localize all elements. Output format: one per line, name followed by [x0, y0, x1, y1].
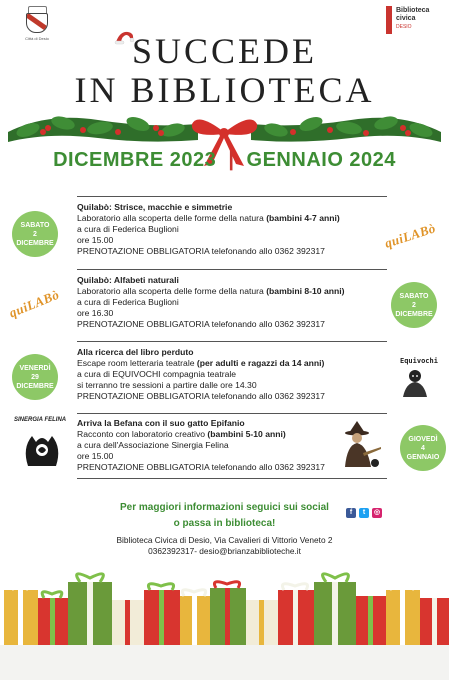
event-title: Quilabò: Alfabeti naturali — [77, 275, 179, 285]
theatre-figure-icon — [398, 367, 432, 397]
event-2 — [77, 275, 397, 330]
event-organizer: a cura di Federica Buglioni — [77, 224, 179, 234]
quilabo-logo: quiLABò — [6, 286, 62, 321]
event-3-date-badge — [12, 354, 58, 400]
date-range — [0, 149, 449, 172]
facebook-icon[interactable]: f — [346, 508, 356, 518]
social-icons — [346, 501, 385, 519]
event-age: (bambini 4-7 anni) — [266, 213, 340, 223]
event-age: (bambini 5-10 anni) — [207, 429, 286, 439]
event-desc-text: Escape room letteraria teatrale — [77, 358, 197, 368]
event-time: ore 15.00 — [77, 235, 114, 245]
event-organizer: a cura dell'Associazione Sinergia Felina — [77, 440, 229, 450]
badge-date: 4 — [421, 444, 425, 452]
divider — [77, 341, 387, 342]
title-line-1: SUCCEDE — [131, 31, 318, 71]
equivochi-logo: Equivochi — [400, 357, 438, 365]
divider — [77, 196, 387, 197]
divider — [77, 269, 387, 270]
info-line-2: o passa in biblioteca! — [173, 518, 276, 529]
event-time: ore 16.30 — [77, 308, 114, 318]
event-booking: PRENOTAZIONE OBBLIGATORIA telefonando allo 0362 392317 — [77, 319, 325, 329]
library-contacts[interactable]: 0362392317- desio@brianzabiblioteche.it — [148, 546, 301, 556]
date-separator: | — [228, 149, 235, 171]
badge-date: 2 — [412, 301, 416, 309]
quilabo-logo: quiLABò — [382, 220, 438, 251]
event-title: Arriva la Befana con il suo gatto Epifanio — [77, 418, 245, 428]
badge-month: DICEMBRE — [16, 239, 54, 247]
event-1 — [77, 202, 397, 257]
event-time: ore 15.00 — [77, 451, 114, 461]
event-4-date-badge — [400, 425, 446, 471]
event-desc-text: Racconto con laboratorio creativo — [77, 429, 208, 439]
event-desc-text: Laboratorio alla scoperta delle forme della natura — [77, 286, 267, 296]
twitter-icon[interactable]: t — [359, 508, 369, 518]
gift-boxes-decoration — [0, 560, 449, 645]
logo-line-1: Biblioteca — [396, 7, 430, 14]
event-title: Alla ricerca del libro perduto — [77, 347, 194, 357]
event-2-date-badge — [391, 282, 437, 328]
divider — [77, 478, 387, 479]
event-description — [77, 213, 397, 224]
shield-icon — [26, 13, 48, 33]
library-address: Biblioteca Civica di Desio, Via Cavalieri di Vittorio Veneto 2 — [116, 535, 333, 545]
event-3 — [77, 347, 397, 402]
event-booking: PRENOTAZIONE OBBLIGATORIA telefonando allo 0362 392317 — [77, 246, 325, 256]
badge-day: VENERDÌ — [19, 364, 51, 372]
event-booking: PRENOTAZIONE OBBLIGATORIA telefonando allo 0362 392317 — [77, 391, 325, 401]
logo-bar-icon — [386, 6, 392, 34]
badge-day: SABATO — [20, 221, 50, 229]
event-organizer: a cura di Federica Buglioni — [77, 297, 179, 307]
logo-line-3: DESIO — [396, 24, 412, 30]
info-line-1: Per maggiori informazioni seguici sui social — [120, 502, 329, 513]
title-line-2: IN BIBLIOTECA — [74, 70, 375, 110]
befana-witch-icon — [335, 419, 383, 469]
event-title: Quilabò: Strisce, macchie e simmetrie — [77, 202, 233, 212]
date-start: DICEMBRE 2023 — [53, 149, 217, 171]
badge-day: GIOVEDÌ — [408, 435, 438, 443]
event-booking: PRENOTAZIONE OBBLIGATORIA telefonando allo 0362 392317 — [77, 462, 325, 472]
badge-date: 29 — [31, 373, 39, 381]
event-age: (per adulti e ragazzi da 14 anni) — [196, 358, 325, 368]
event-description — [77, 286, 397, 297]
sinergia-felina-label: SINERGIA FELINA — [14, 417, 67, 423]
badge-month: DICEMBRE — [16, 382, 54, 390]
badge-date: 2 — [33, 230, 37, 238]
instagram-icon[interactable]: ◎ — [373, 509, 381, 516]
event-description — [77, 358, 397, 369]
event-1-date-badge — [12, 211, 58, 257]
event-age: (bambini 8-10 anni) — [266, 286, 345, 296]
event-time: si terranno tre sessioni a partire dalle ore 14.30 — [77, 380, 257, 390]
badge-day: SABATO — [399, 292, 429, 300]
logo-line-2: civica — [396, 15, 416, 22]
event-organizer: a cura di EQUIVOCHI compagnia teatrale — [77, 369, 237, 379]
event-desc-text: Laboratorio alla scoperta delle forme della natura — [77, 213, 267, 223]
crest-caption: Città di Desio — [25, 36, 49, 41]
badge-month: GENNAIO — [406, 453, 440, 461]
divider — [77, 413, 387, 414]
date-end: GENNAIO 2024 — [246, 149, 396, 171]
badge-month: DICEMBRE — [395, 310, 433, 318]
